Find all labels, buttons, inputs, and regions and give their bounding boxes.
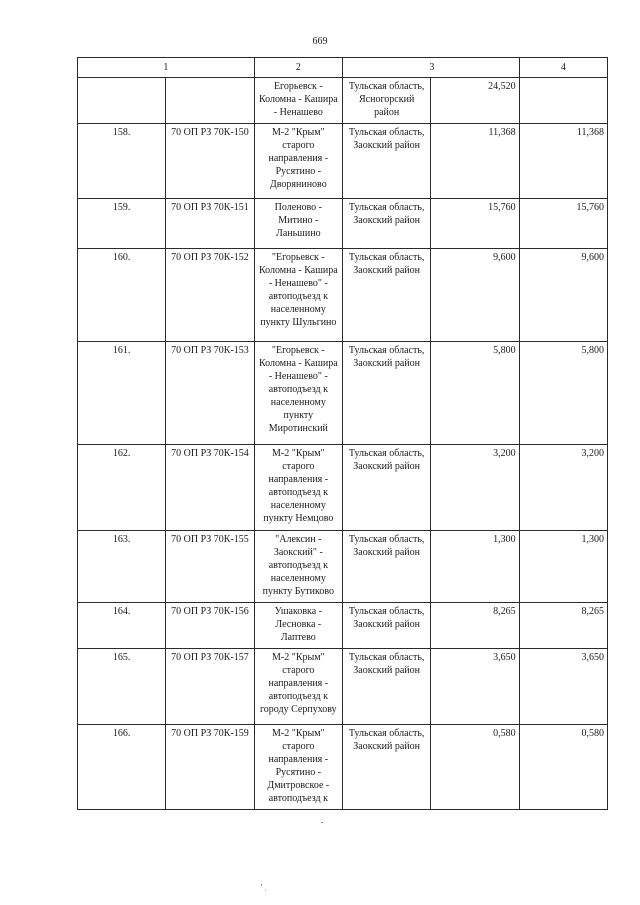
table-row — [78, 78, 608, 124]
road-name: "Алексин - Заокский" - автоподъезд к населенному пункту Бутиково — [254, 531, 342, 603]
road-region: Тульская область, Заокский район — [342, 725, 430, 810]
scan-speck — [321, 822, 323, 823]
road-region: Тульская область, Заокский район — [342, 445, 430, 531]
road-name: М-2 "Крым" старого направления - Русятино - Дмитровское - автоподъезд к — [254, 725, 342, 810]
table-row — [78, 603, 608, 649]
road-total: 1,300 — [519, 531, 607, 603]
road-total: 11,368 — [519, 124, 607, 199]
row-number: 161. — [78, 342, 166, 445]
table-row — [78, 649, 608, 725]
road-region: Тульская область, Ясногорский район — [342, 78, 430, 124]
road-region: Тульская область, Заокский район — [342, 531, 430, 603]
road-total: 3,650 — [519, 649, 607, 725]
road-code: 70 ОП РЗ 70К-155 — [166, 531, 254, 603]
road-name: М-2 "Крым" старого направления - Русятино - Дворяниново — [254, 124, 342, 199]
page-number: 669 — [312, 36, 328, 47]
row-number: 163. — [78, 531, 166, 603]
road-name: Егорьевск - Коломна - Кашира - Ненашево — [254, 78, 342, 124]
scan-speck — [265, 890, 266, 891]
road-register-table — [77, 57, 608, 810]
road-name: "Егорьевск - Коломна - Кашира - Ненашево" - автоподъезд к населенному пункту Шульгино — [254, 249, 342, 342]
road-length: 0,580 — [431, 725, 519, 810]
road-region: Тульская область, Заокский район — [342, 124, 430, 199]
table-row — [78, 531, 608, 603]
road-code: 70 ОП РЗ 70К-153 — [166, 342, 254, 445]
road-code: 70 ОП РЗ 70К-154 — [166, 445, 254, 531]
road-length: 24,520 — [431, 78, 519, 124]
row-number — [78, 78, 166, 124]
column-header-1: 1 — [78, 58, 255, 78]
road-code: 70 ОП РЗ 70К-152 — [166, 249, 254, 342]
road-name: "Егорьевск - Коломна - Кашира - Ненашево" - автоподъезд к населенному пункту Миротинский — [254, 342, 342, 445]
road-length: 9,600 — [431, 249, 519, 342]
road-region: Тульская область, Заокский район — [342, 199, 430, 249]
table-row — [78, 124, 608, 199]
road-code: 70 ОП РЗ 70К-150 — [166, 124, 254, 199]
road-region: Тульская область, Заокский район — [342, 603, 430, 649]
road-total: 5,800 — [519, 342, 607, 445]
road-name: М-2 "Крым" старого направления - автоподъезд к населенному пункту Немцово — [254, 445, 342, 531]
road-total: 0,580 — [519, 725, 607, 810]
road-region: Тульская область, Заокский район — [342, 249, 430, 342]
road-length: 15,760 — [431, 199, 519, 249]
road-total: 9,600 — [519, 249, 607, 342]
road-length: 11,368 — [431, 124, 519, 199]
table-row — [78, 199, 608, 249]
row-number: 164. — [78, 603, 166, 649]
road-code: 70 ОП РЗ 70К-151 — [166, 199, 254, 249]
road-region: Тульская область, Заокский район — [342, 342, 430, 445]
road-name: Ушаковка - Лесновка - Лаптево — [254, 603, 342, 649]
road-region: Тульская область, Заокский район — [342, 649, 430, 725]
column-header-3: 3 — [342, 58, 519, 78]
road-code: 70 ОП РЗ 70К-159 — [166, 725, 254, 810]
column-header-4: 4 — [519, 58, 607, 78]
table-header-row — [78, 58, 608, 78]
road-name: М-2 "Крым" старого направления - автоподъезд к городу Серпухову — [254, 649, 342, 725]
road-code: 70 ОП РЗ 70К-157 — [166, 649, 254, 725]
road-total — [519, 78, 607, 124]
table-row — [78, 249, 608, 342]
road-total: 3,200 — [519, 445, 607, 531]
road-name: Поленово - Митино - Ланьшино — [254, 199, 342, 249]
row-number: 159. — [78, 199, 166, 249]
table-row — [78, 342, 608, 445]
road-total: 15,760 — [519, 199, 607, 249]
road-length: 5,800 — [431, 342, 519, 445]
road-length: 8,265 — [431, 603, 519, 649]
row-number: 162. — [78, 445, 166, 531]
scan-speck — [261, 884, 262, 886]
road-total: 8,265 — [519, 603, 607, 649]
row-number: 160. — [78, 249, 166, 342]
road-code — [166, 78, 254, 124]
road-code: 70 ОП РЗ 70К-156 — [166, 603, 254, 649]
table-row — [78, 445, 608, 531]
row-number: 158. — [78, 124, 166, 199]
column-header-2: 2 — [254, 58, 342, 78]
road-length: 1,300 — [431, 531, 519, 603]
table-row — [78, 725, 608, 810]
road-length: 3,200 — [431, 445, 519, 531]
road-length: 3,650 — [431, 649, 519, 725]
row-number: 165. — [78, 649, 166, 725]
row-number: 166. — [78, 725, 166, 810]
